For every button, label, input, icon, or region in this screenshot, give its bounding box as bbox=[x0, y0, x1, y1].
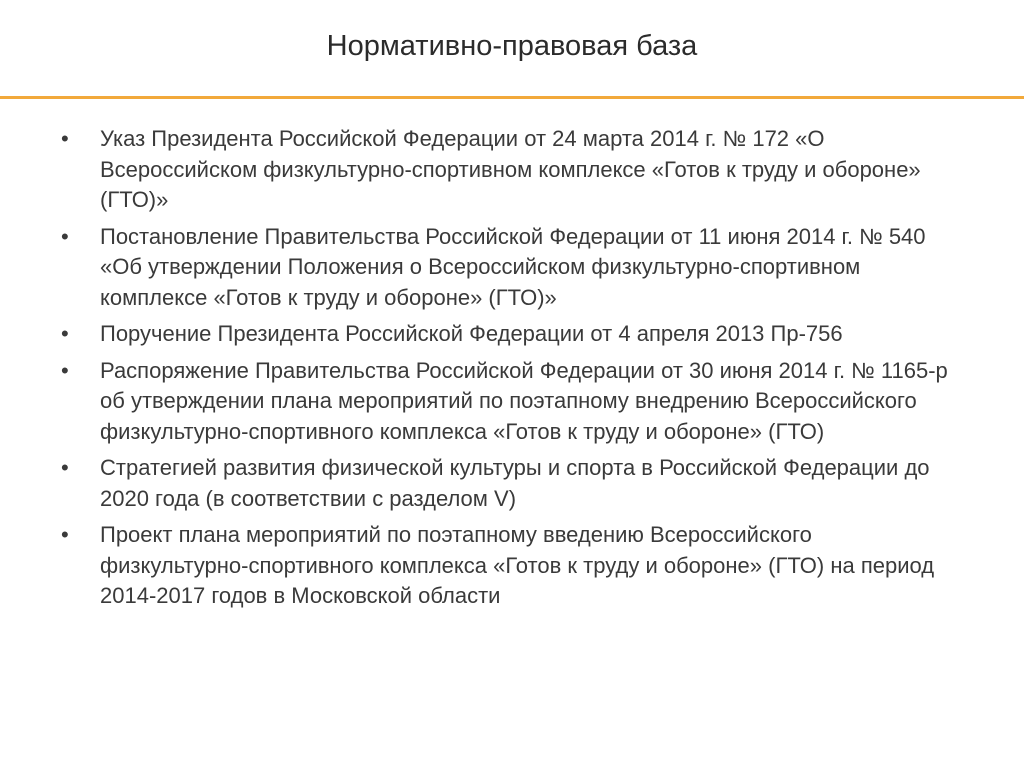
title-divider bbox=[0, 96, 1024, 99]
list-item-text: Постановление Правительства Российской Федерации от 11 июня 2014 г. № 540 «Об утверждении Положения о Всероссийском физкультурно-спортивном комплексе «Готов к труду и обороне» (ГТО)» bbox=[100, 223, 926, 310]
list-item-text: Поручение Президента Российской Федерации от 4 апреля 2013 Пр-756 bbox=[100, 321, 843, 346]
list-item-text: Указ Президента Российской Федерации от 24 марта 2014 г. № 172 «О Всероссийском физкультурно-спортивном комплексе «Готов к труду и обороне» (ГТО)» bbox=[100, 126, 921, 212]
list-item bbox=[0, 124, 1024, 216]
bullet-icon: • bbox=[61, 223, 69, 249]
page-title: Нормативно-правовая база bbox=[326, 30, 698, 62]
list-item bbox=[0, 356, 1024, 448]
list-item bbox=[0, 453, 1024, 514]
list-item-text: Стратегией развития физической культуры и спорта в Российской Федерации до 2020 года (в соответствии с разделом V) bbox=[100, 455, 930, 511]
bullet-list bbox=[0, 124, 1024, 618]
list-item bbox=[0, 520, 1024, 612]
bullet-icon: • bbox=[61, 455, 69, 480]
bullet-icon: • bbox=[61, 522, 69, 547]
list-item-text: Распоряжение Правительства Российской Федерации от 30 июня 2014 г. № 1165-р об утверждении плана мероприятий по поэтапному внедрению Всероссийского физкультурно-спортивного комплекса «Готов к труду и обороне» (ГТО) bbox=[100, 357, 948, 444]
list-item-text: Проект плана мероприятий по поэтапному введению Всероссийского физкультурно-спортивного комплекса «Готов к труду и обороне» (ГТО) на период 2014-2017 годов в Московской области bbox=[100, 522, 935, 608]
bullet-icon: • bbox=[61, 357, 69, 383]
bullet-icon: • bbox=[61, 126, 69, 151]
list-item bbox=[0, 319, 1024, 350]
bullet-icon: • bbox=[61, 321, 69, 346]
list-item bbox=[0, 222, 1024, 314]
